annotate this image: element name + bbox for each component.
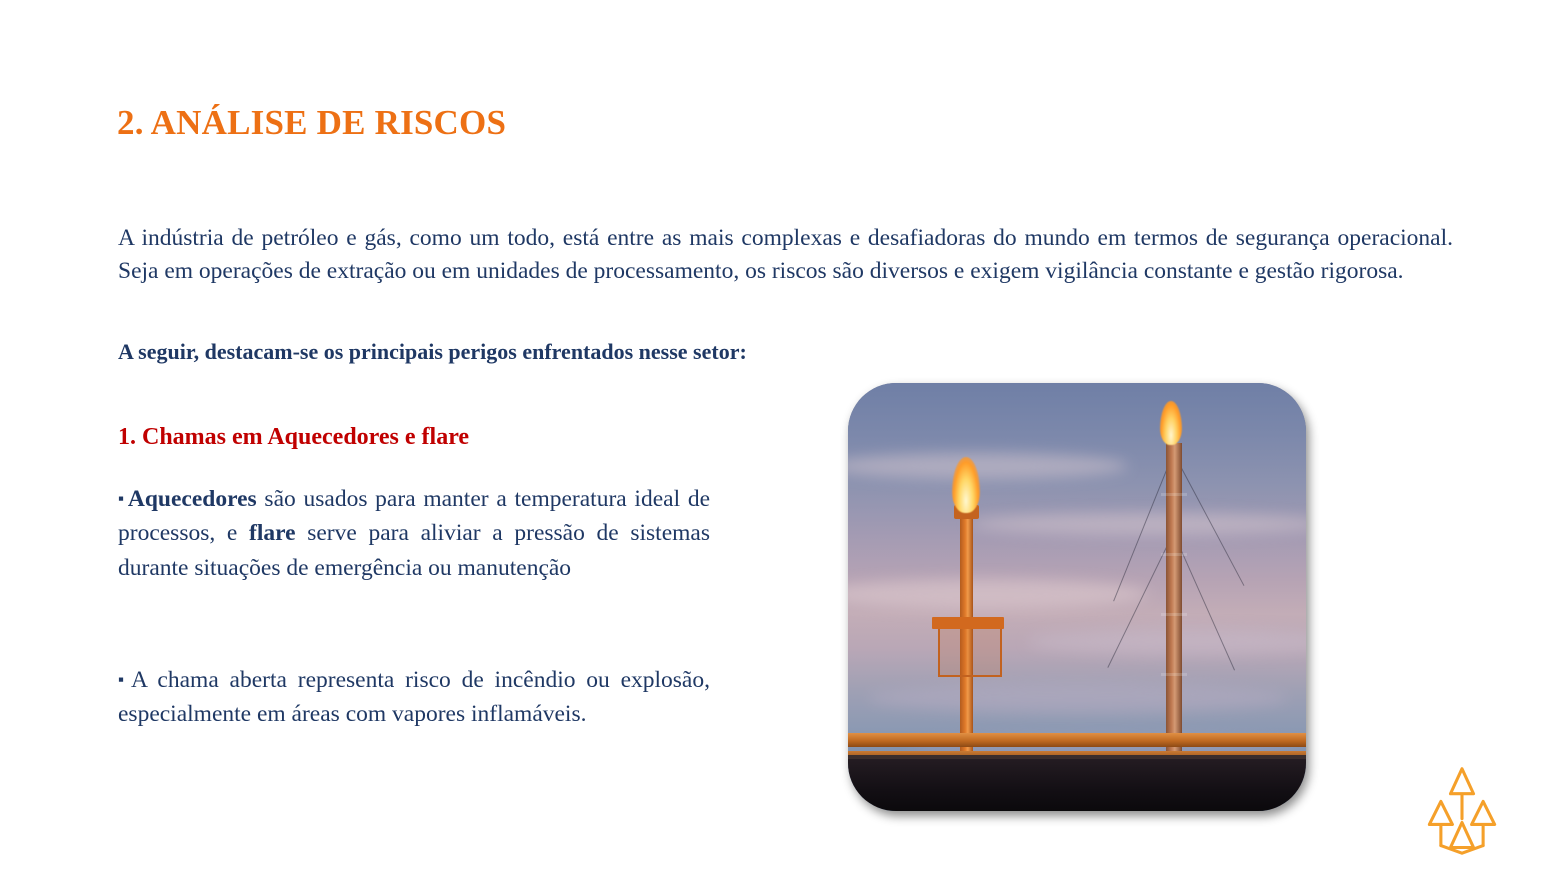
tower-band xyxy=(1161,553,1187,556)
bullet-text-b: serve para aliviar a pressão de sistemas durante situações de emergência ou manutenção xyxy=(118,520,710,581)
bullet-marker-icon: ▪ xyxy=(118,489,126,508)
tower-band xyxy=(1161,613,1187,616)
intro-paragraph: A indústria de petróleo e gás, como um todo, está entre as mais complexas e desafiadoras do mundo em termos de segurança operacional. Seja em operações de extração ou em unidades de processamento, os riscos são diversos e exigem vigilância constante e gestão rigorosa. xyxy=(118,225,1453,285)
bullet-bold-mid: flare xyxy=(249,520,296,547)
platform xyxy=(932,617,1004,629)
bullet-bold-lead: Aquecedores xyxy=(127,486,257,512)
list-item xyxy=(118,482,710,585)
section-heading: 1. Chamas em Aquecedores e flare xyxy=(118,424,470,450)
tower-band xyxy=(1161,673,1187,676)
flare-stack-photo xyxy=(848,383,1306,811)
bullet-marker-icon: ▪ xyxy=(118,670,129,689)
cloud-shape xyxy=(968,513,1306,535)
platform-cage xyxy=(938,629,1002,677)
bullet-text: A chama aberta representa risco de incêndio ou explosão, especialmente em áreas com vapores inflamáveis. xyxy=(118,667,710,728)
flame-logo-icon xyxy=(1414,763,1510,859)
cloud-shape xyxy=(868,683,1288,713)
pipe-rack xyxy=(848,733,1306,747)
lead-bold-text: A seguir, destacam-se os principais perigos enfrentados nesse setor: xyxy=(118,339,747,364)
ground xyxy=(848,759,1306,811)
tower-band xyxy=(1161,493,1187,496)
list-item xyxy=(118,663,710,732)
bullet-text-a: são usados para manter a temperatura ideal de processos, e xyxy=(118,486,711,547)
page-title: 2. ANÁLISE DE RISCOS xyxy=(117,103,507,142)
